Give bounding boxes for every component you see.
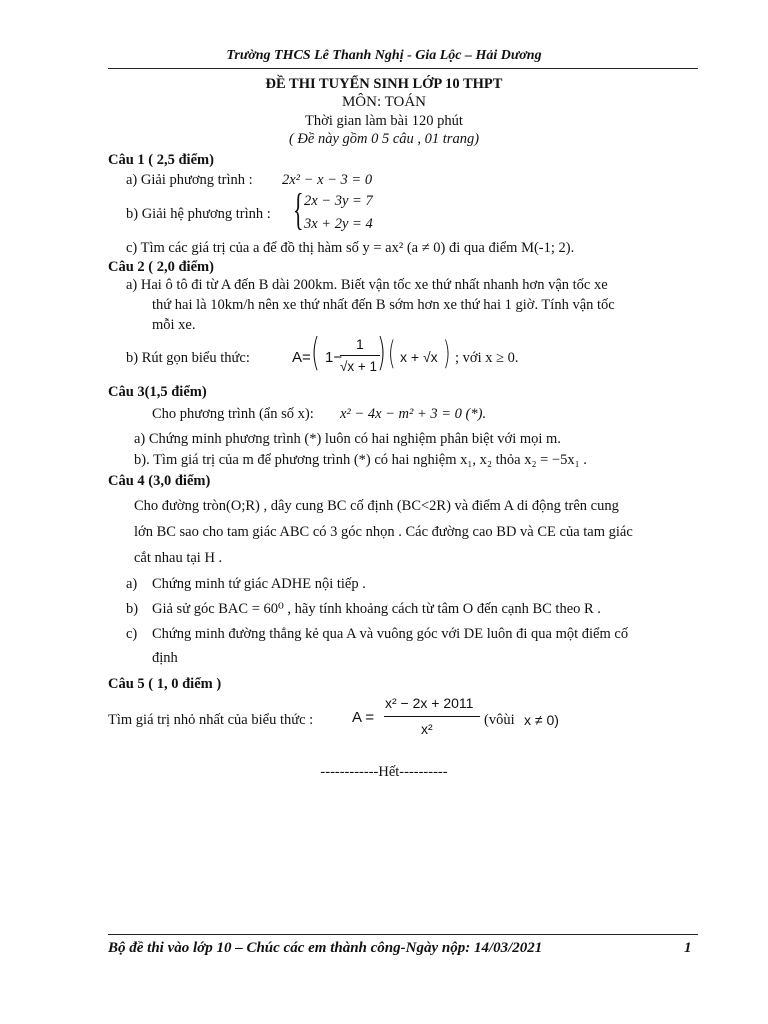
q3-heading: Câu 3(1,5 điểm) xyxy=(108,384,207,400)
q1-a-equation: 2x² − x − 3 = 0 xyxy=(282,172,373,188)
q4-intro-line-1: Cho đường tròn(O;R) , dây cung BC cố định (BC<2R) và điểm A di động trên cung xyxy=(134,498,619,514)
q2-b-condition: ; với x ≥ 0. xyxy=(455,350,519,366)
q5-condition-prefix: (vôùi xyxy=(484,712,515,728)
q4-b-text: Giả sử góc BAC = 60⁰ , hãy tính khoảng cách từ tâm O đến cạnh BC theo R . xyxy=(152,601,601,617)
q1-a-label: a) Giải phương trình : xyxy=(126,172,253,188)
q2-b-one-minus: 1− xyxy=(325,349,343,366)
right-paren-2: ) xyxy=(443,334,451,372)
q4-b-label: b) xyxy=(126,601,139,617)
q4-a-label: a) xyxy=(126,576,138,592)
q1-b-label: b) Giải hệ phương trình : xyxy=(126,206,271,222)
q2-b-right-expr: x + √x xyxy=(400,349,438,365)
header-divider xyxy=(108,68,698,69)
time-line: Thời gian làm bài 120 phút xyxy=(305,113,463,129)
page-note: ( Đề này gồm 0 5 câu , 01 trang) xyxy=(288,131,480,147)
footer-text: Bộ đề thi vào lớp 10 – Chúc các em thành công-Ngày nộp: 14/03/2021 xyxy=(108,940,543,956)
end-marker: ------------Hết---------- xyxy=(320,764,448,780)
q2-heading: Câu 2 ( 2,0 điểm) xyxy=(108,259,214,275)
school-header: Trường THCS Lê Thanh Nghị - Gia Lộc – Hải Dương xyxy=(226,48,542,63)
q2-b-fraction-bar xyxy=(340,355,380,356)
q4-intro-line-2: lớn BC sao cho tam giác ABC có 3 góc nhọn . Các đường cao BD và CE của tam giác xyxy=(134,524,633,540)
q1-b-equation-1: 2x − 3y = 7 xyxy=(304,193,373,209)
q1-b-equation-2: 3x + 2y = 4 xyxy=(304,216,373,232)
q2-b-label: b) Rút gọn biểu thức: xyxy=(126,350,250,366)
q3-equation: x² − 4x − m² + 3 = 0 (*). xyxy=(340,406,487,422)
q4-a-text: Chứng minh tứ giác ADHE nội tiếp . xyxy=(152,576,366,592)
q5-heading: Câu 5 ( 1, 0 điểm ) xyxy=(108,676,222,692)
q3-intro-text: Cho phương trình (ẩn số x): xyxy=(152,406,314,422)
subject-line: MÔN: TOÁN xyxy=(341,94,427,110)
q2-a-line-3: mỗi xe. xyxy=(152,317,196,333)
left-paren: ( xyxy=(311,330,320,374)
q2-a-line-2: thứ hai là 10km/h nên xe thứ nhất đến B sớm hơn xe thứ hai 1 giờ. Tính vận tốc xyxy=(152,297,615,313)
q1-c-text: c) Tìm các giá trị của a để đồ thị hàm số y = ax² (a ≠ 0) đi qua điểm M(-1; 2). xyxy=(126,240,575,256)
exam-title: ĐỀ THI TUYỂN SINH LỚP 10 THPT xyxy=(265,76,503,92)
q4-heading: Câu 4 (3,0 điểm) xyxy=(108,473,211,489)
q5-denominator: x² xyxy=(421,721,433,737)
q5-A: A = xyxy=(352,709,375,726)
q4-intro-line-3: cắt nhau tại H . xyxy=(134,550,223,566)
q5-text: Tìm giá trị nhỏ nhất của biểu thức : xyxy=(108,712,314,728)
q3-b-text: b). Tìm giá trị của m để phương trình (*) có hai nghiệm x₁, x₂ thỏa x₂ = −5x₁ . xyxy=(134,452,587,468)
q4-c-label: c) xyxy=(126,626,138,642)
right-paren: ) xyxy=(377,330,386,374)
page-number: 1 xyxy=(684,940,692,956)
left-paren-2: ( xyxy=(388,334,396,372)
footer-divider xyxy=(108,934,698,935)
q3-a-text: a) Chứng minh phương trình (*) luôn có hai nghiệm phân biệt với mọi m. xyxy=(134,431,561,447)
q5-fraction-bar xyxy=(384,716,480,717)
q2-a-line-1: a) Hai ô tô đi từ A đến B dài 200km. Biết vận tốc xe thứ nhất nhanh hơn vận tốc xe xyxy=(126,277,608,293)
q2-b-A: A= xyxy=(292,349,311,366)
q2-b-denominator: √x + 1 xyxy=(340,359,378,374)
q2-b-numerator: 1 xyxy=(356,336,364,352)
q5-numerator: x² − 2x + 2011 xyxy=(385,695,474,711)
q4-c-text-2: định xyxy=(152,650,178,666)
q4-c-text-1: Chứng minh đường thẳng kẻ qua A và vuông góc với DE luôn đi qua một điểm cố xyxy=(152,626,629,642)
q1-heading: Câu 1 ( 2,5 điểm) xyxy=(108,152,214,168)
system-brace: { xyxy=(293,185,304,234)
q5-condition: x ≠ 0) xyxy=(524,712,559,728)
